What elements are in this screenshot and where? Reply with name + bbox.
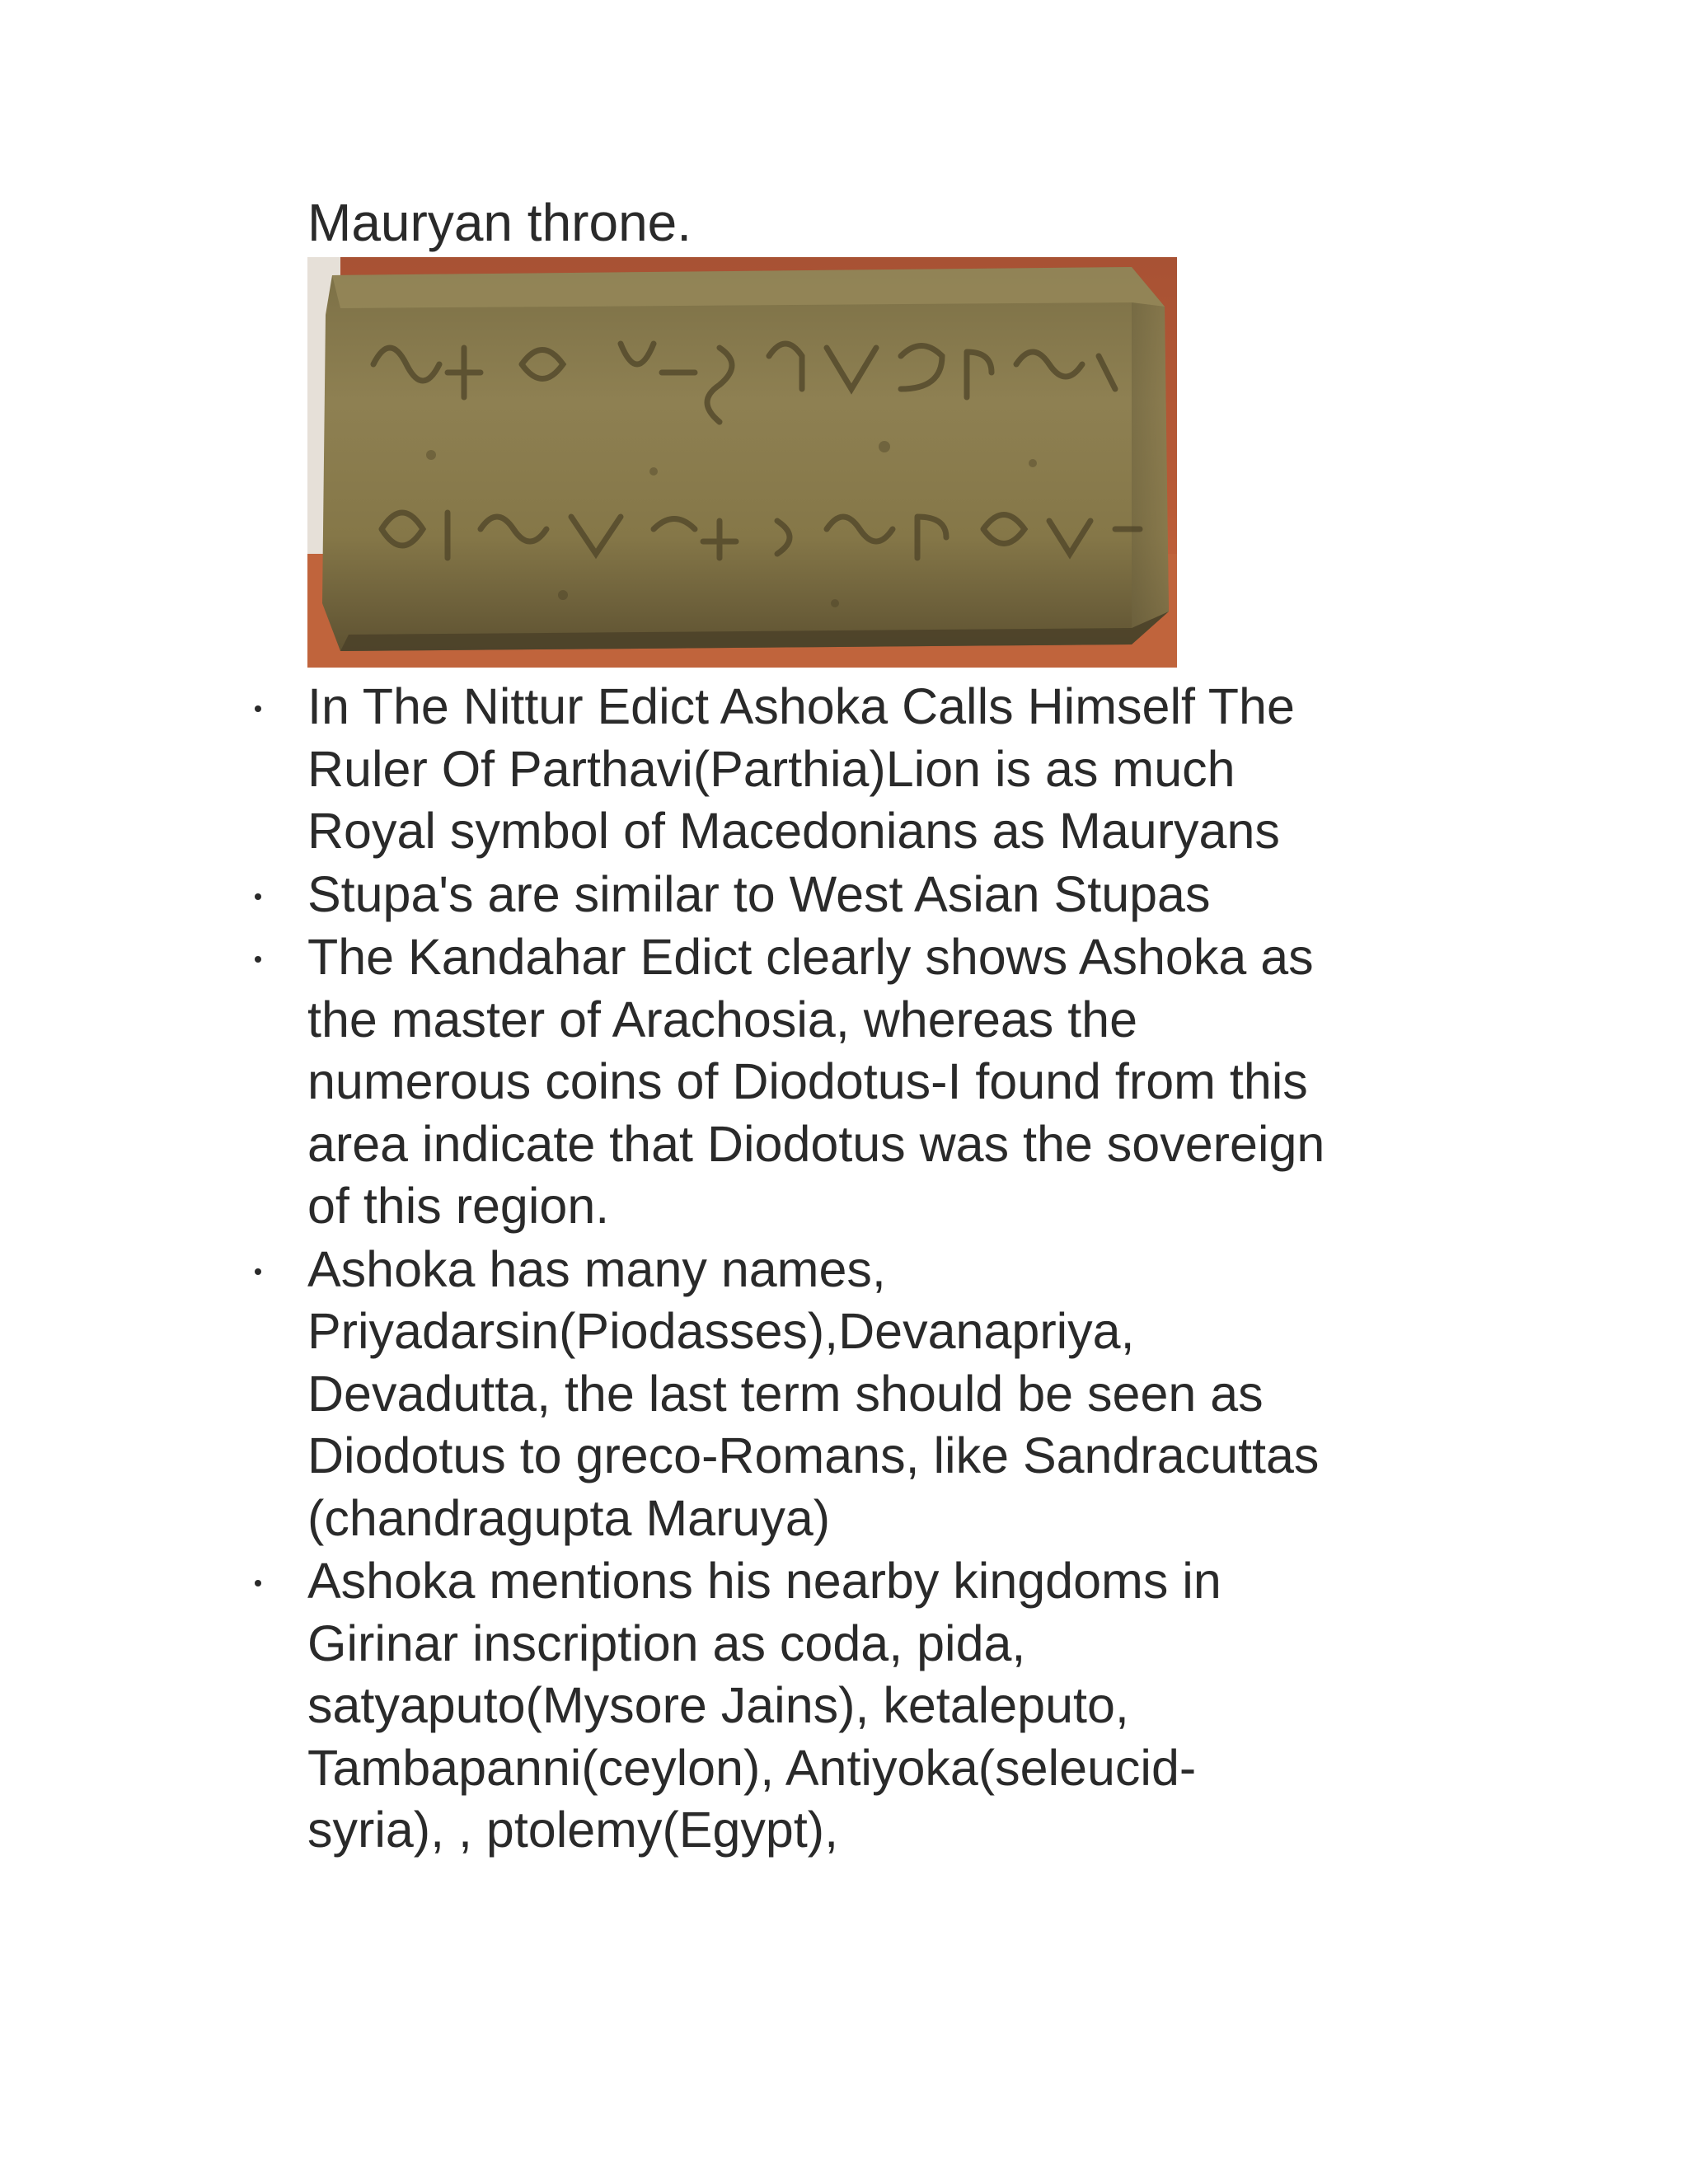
list-item-line: Royal symbol of Macedonians as Mauryans bbox=[307, 803, 1280, 859]
list-item-line: The Kandahar Edict clearly shows Ashoka as bbox=[307, 929, 1314, 985]
list-item-line: numerous coins of Diodotus-I found from this bbox=[307, 1053, 1308, 1109]
stone-photo-icon bbox=[307, 257, 1177, 668]
bullet-dot-icon bbox=[255, 1268, 261, 1275]
list-item-line: area indicate that Diodotus was the sovereign bbox=[307, 1115, 1325, 1172]
list-item-line: Priyadarsin(Piodasses),Devanapriya, bbox=[307, 1303, 1135, 1359]
list-item-line: satyaputo(Mysore Jains), ketaleputo, bbox=[307, 1677, 1129, 1733]
list-item-line: Girinar inscription as coda, pida, bbox=[307, 1615, 1026, 1671]
list-item-line: syria), , ptolemy(Egypt), bbox=[307, 1802, 839, 1858]
list-item bbox=[307, 1239, 1503, 1550]
bullet-dot-icon bbox=[255, 1580, 261, 1586]
list-item-line: Diodotus to greco-Romans, like Sandracuttas bbox=[307, 1427, 1320, 1483]
list-item bbox=[307, 676, 1503, 863]
list-item-line: Ruler Of Parthavi(Parthia)Lion is as much bbox=[307, 740, 1236, 797]
list-item-line: (chandragupta Maruya) bbox=[307, 1489, 831, 1546]
bullet-dot-icon bbox=[255, 956, 261, 963]
inscribed-stone-fragment-photo bbox=[307, 257, 1177, 668]
list-item bbox=[307, 1550, 1503, 1862]
list-item-line: Ashoka mentions his nearby kingdoms in bbox=[307, 1553, 1221, 1609]
bullet-dot-icon bbox=[255, 893, 261, 900]
bullet-dot-icon bbox=[255, 705, 261, 712]
lead-text: Mauryan throne. bbox=[307, 193, 692, 252]
list-item-line: of this region. bbox=[307, 1178, 610, 1234]
list-item bbox=[307, 926, 1503, 1238]
list-item-line: In The Nittur Edict Ashoka Calls Himself The bbox=[307, 678, 1295, 734]
list-item-line: Devadutta, the last term should be seen as bbox=[307, 1365, 1264, 1422]
list-item-line: Stupa's are similar to West Asian Stupas bbox=[307, 865, 1211, 922]
list-item-line: Ashoka has many names, bbox=[307, 1240, 886, 1297]
list-item bbox=[307, 864, 1503, 926]
list-item-line: the master of Arachosia, whereas the bbox=[307, 991, 1138, 1047]
bullet-list bbox=[307, 676, 1503, 1863]
list-item-line: Tambapanni(ceylon), Antiyoka(seleucid- bbox=[307, 1739, 1197, 1796]
